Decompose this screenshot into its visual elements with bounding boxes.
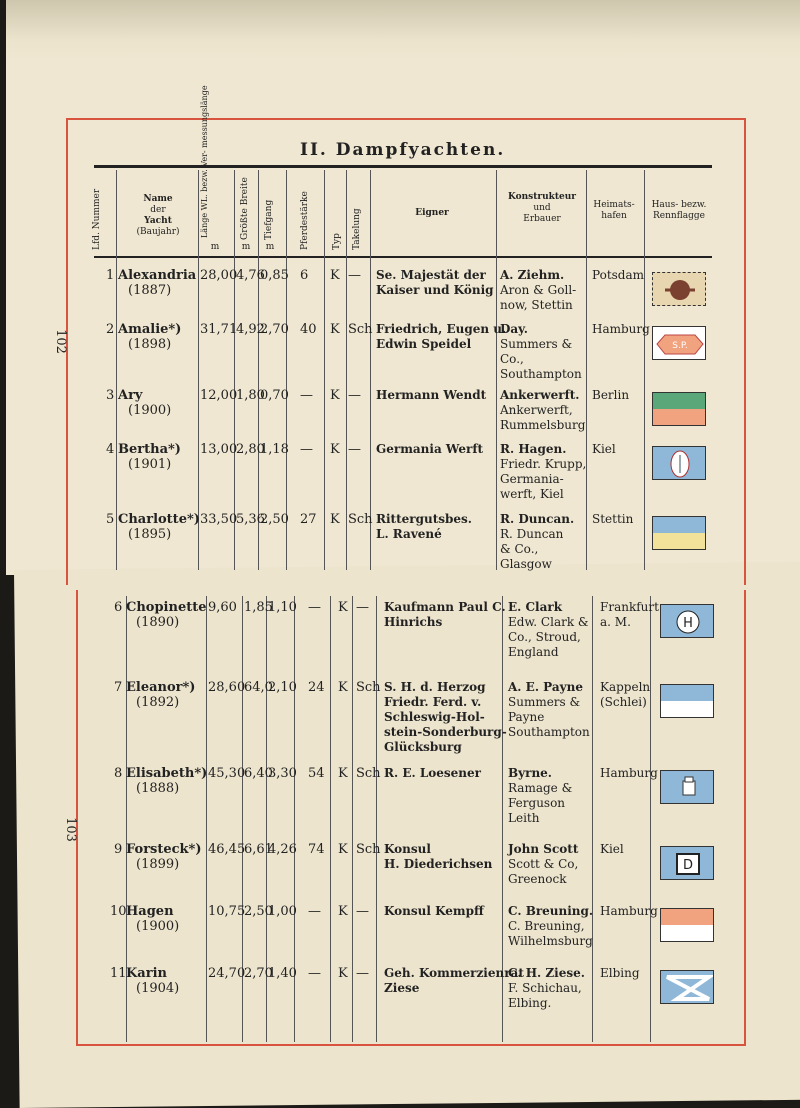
home-port-line: a. M. <box>600 615 631 629</box>
column-divider <box>496 170 497 570</box>
builder-line: Germania- <box>500 472 564 486</box>
svg-text:H: H <box>683 616 693 631</box>
column-divider <box>370 170 371 570</box>
owner-line: H. Diederichsen <box>384 857 493 871</box>
owner-line: Ziese <box>384 981 420 995</box>
length-value: 10,75 <box>208 904 246 919</box>
type-value: K <box>338 842 348 857</box>
builder-line: Payne <box>508 710 545 724</box>
header-flagge <box>644 200 714 222</box>
horsepower-value: 27 <box>300 512 317 527</box>
draft-value: 1,00 <box>268 904 297 919</box>
page-number-top: 102 <box>52 329 68 354</box>
type-value: K <box>338 966 348 981</box>
build-year: (1904) <box>136 981 180 996</box>
build-year: (1899) <box>136 857 180 872</box>
horsepower-value: — <box>308 600 321 615</box>
width-value: 1,80 <box>236 388 265 403</box>
row-number: 11 <box>110 966 127 981</box>
builder-line: Summers & <box>500 337 573 351</box>
builder-line: C. H. Ziese. <box>508 966 585 980</box>
column-divider <box>324 170 325 570</box>
column-divider <box>234 170 235 570</box>
builder-line: werft, Kiel <box>500 487 564 501</box>
column-divider <box>644 170 645 570</box>
rigging-value: Sch <box>348 322 373 337</box>
width-value: 5,36 <box>236 512 265 527</box>
svg-text:S.P.: S.P. <box>672 341 688 351</box>
builder-line: England <box>508 645 559 659</box>
build-year: (1892) <box>136 695 180 710</box>
builder-line: John Scott <box>508 842 579 856</box>
header-konst-line: Erbauer <box>523 214 561 224</box>
house-flag <box>652 516 706 550</box>
width-value: 6,61 <box>244 842 273 857</box>
header-konst-line: und <box>533 203 551 213</box>
owner-line: S. H. d. Herzog <box>384 680 486 694</box>
page-title: II. Dampfyachten. <box>300 140 506 160</box>
home-port-line: Hamburg <box>600 766 658 780</box>
header-konstrukteur <box>498 192 586 225</box>
owner-line: Germania Werft <box>376 442 484 456</box>
column-divider <box>650 596 651 1042</box>
length-value: 28,60 <box>208 680 246 695</box>
width-value: 64,0 <box>244 680 273 695</box>
header-rule <box>94 256 712 258</box>
rigging-value: Sch <box>356 842 381 857</box>
owner-line: stein-Sonderburg- <box>384 725 507 739</box>
builder-line: C. Breuning, <box>508 919 585 933</box>
yacht-name: Ary <box>118 388 143 403</box>
build-year: (1887) <box>128 283 172 298</box>
type-value: K <box>330 388 340 403</box>
owner-line: Hinrichs <box>384 615 443 629</box>
horsepower-value: — <box>300 388 313 403</box>
house-flag <box>660 684 714 718</box>
owner-line: Friedr. Ferd. v. <box>384 695 482 709</box>
length-value: 28,00 <box>200 268 238 283</box>
length-value: 46,45 <box>208 842 246 857</box>
rigging-value: Sch <box>356 766 381 781</box>
column-divider <box>586 170 587 570</box>
owner-line: Friedrich, Eugen u. <box>376 322 507 336</box>
builder-line: Rummelsburg <box>500 418 586 432</box>
home-port-line: Hamburg <box>592 322 650 336</box>
builder-line: Wilhelmsburg <box>508 934 593 948</box>
width-value: 2,80 <box>236 442 265 457</box>
builder-line: Southampton <box>508 725 590 739</box>
type-value: K <box>338 600 348 615</box>
builder-line: now, Stettin <box>500 298 573 312</box>
horsepower-value: — <box>308 904 321 919</box>
row-number: 10 <box>110 904 127 919</box>
column-divider <box>592 596 593 1042</box>
rigging-value: — <box>348 442 361 457</box>
house-flag <box>652 326 706 360</box>
builder-line: Elbing. <box>508 996 552 1010</box>
builder-line: Co., <box>500 352 524 366</box>
builder-line: C. Breuning. <box>508 904 594 918</box>
title-rule <box>94 165 712 168</box>
row-number: 6 <box>114 600 123 615</box>
owner-line: Kaufmann Paul C. <box>384 600 506 614</box>
builder-line: R. Duncan. <box>500 512 575 526</box>
owner-line: Schleswig-Hol- <box>384 710 485 724</box>
row-number: 4 <box>106 442 115 457</box>
builder-line: A. Ziehm. <box>500 268 565 282</box>
builder-line: Summers & <box>508 695 581 709</box>
width-value: 2,70 <box>244 966 273 981</box>
row-number: 2 <box>106 322 115 337</box>
owner-line: Glücksburg <box>384 740 462 754</box>
length-value: 9,60 <box>208 600 237 615</box>
column-divider <box>116 170 117 570</box>
owner-line: Geh. Kommerzienrat <box>384 966 524 980</box>
builder-line: Aron & Goll- <box>500 283 577 297</box>
header-heimatshafen <box>586 200 642 222</box>
header-flag-line: Rennflagge <box>653 211 705 221</box>
house-flag <box>660 908 714 942</box>
horsepower-value: 24 <box>308 680 325 695</box>
owner-line: Edwin Speidel <box>376 337 472 351</box>
house-flag <box>660 846 714 880</box>
rigging-value: Sch <box>348 512 373 527</box>
length-value: 12,00 <box>200 388 238 403</box>
builder-line: Scott & Co, <box>508 857 579 871</box>
draft-value: 2,50 <box>260 512 289 527</box>
header-takelung: Takelung <box>352 208 362 250</box>
builder-line: Ankerwerft, <box>500 403 573 417</box>
builder-line: F. Schichau, <box>508 981 582 995</box>
header-breite: Größte Breite <box>240 177 250 240</box>
type-value: K <box>338 680 348 695</box>
header-hafen-line: hafen <box>601 211 627 221</box>
owner-line: R. E. Loesener <box>384 766 481 780</box>
builder-line: Ferguson <box>508 796 566 810</box>
builder-line: Southampton <box>500 367 582 381</box>
builder-line: Greenock <box>508 872 567 886</box>
yacht-name: Forsteck*) <box>126 842 202 857</box>
builder-line: & Co., <box>500 542 539 556</box>
header-name-line: (Baujahr) <box>136 227 180 237</box>
build-year: (1901) <box>128 457 172 472</box>
draft-value: 3,30 <box>268 766 297 781</box>
owner-line: Se. Majestät der <box>376 268 486 282</box>
header-laenge: Länge WL. bezw. Ver- messungslänge <box>200 85 209 238</box>
build-year: (1898) <box>128 337 172 352</box>
yacht-name: Elisabeth*) <box>126 766 208 781</box>
builder-line: Byrne. <box>508 766 552 780</box>
horsepower-value: — <box>308 966 321 981</box>
unit-tiefgang: m <box>265 242 275 252</box>
width-value: 1,85 <box>244 600 273 615</box>
draft-value: 0,85 <box>260 268 289 283</box>
width-value: 2,50 <box>244 904 273 919</box>
home-port-line: Stettin <box>592 512 634 526</box>
column-divider <box>198 170 199 570</box>
column-divider <box>258 170 259 570</box>
width-value: 6,40 <box>244 766 273 781</box>
header-name-line: Name <box>143 194 173 204</box>
build-year: (1888) <box>136 781 180 796</box>
width-value: 4,76 <box>236 268 265 283</box>
home-port-line: Kiel <box>592 442 616 456</box>
build-year: (1900) <box>128 403 172 418</box>
header-hafen-line: Heimats- <box>593 200 635 210</box>
owner-line: Kaiser und König <box>376 283 494 297</box>
column-divider <box>376 596 377 1042</box>
yacht-name: Bertha*) <box>118 442 181 457</box>
type-value: K <box>330 512 340 527</box>
home-port-line: Kappeln <box>600 680 651 694</box>
yacht-name: Chopinette <box>126 600 207 615</box>
draft-value: 2,70 <box>260 322 289 337</box>
unit-laenge: m <box>210 242 220 252</box>
row-number: 3 <box>106 388 115 403</box>
rigging-value: — <box>356 600 369 615</box>
unit-breite: m <box>241 242 251 252</box>
builder-line: A. E. Payne <box>508 680 583 694</box>
rigging-value: — <box>348 268 361 283</box>
builder-line: R. Duncan <box>500 527 564 541</box>
column-divider <box>206 596 207 1042</box>
type-value: K <box>330 322 340 337</box>
horsepower-value: 74 <box>308 842 325 857</box>
horsepower-value: 6 <box>300 268 309 283</box>
house-flag <box>660 970 714 1004</box>
draft-value: 1,10 <box>268 600 297 615</box>
header-eigner: Eigner <box>415 208 449 218</box>
horsepower-value: — <box>300 442 313 457</box>
header-tiefgang: Tiefgang <box>264 199 274 240</box>
draft-value: 4,26 <box>268 842 297 857</box>
rigging-value: Sch <box>356 680 381 695</box>
header-konst-line: Konstrukteur <box>507 192 577 202</box>
home-port-line: Potsdam <box>592 268 645 282</box>
house-flag <box>660 770 714 804</box>
builder-line: Ramage & <box>508 781 573 795</box>
house-flag <box>652 392 706 426</box>
builder-line: Glasgow <box>500 557 552 571</box>
home-port-line: Kiel <box>600 842 624 856</box>
house-flag <box>652 446 706 480</box>
yacht-name: Karin <box>126 966 167 981</box>
builder-line: Friedr. Krupp, <box>500 457 587 471</box>
header-typ: Typ <box>332 233 342 250</box>
owner-line: L. Ravené <box>376 527 442 541</box>
home-port-line: Berlin <box>592 388 630 402</box>
column-divider <box>352 596 353 1042</box>
length-value: 31,71 <box>200 322 238 337</box>
header-flag-line: Haus- bezw. <box>651 200 707 210</box>
house-flag <box>652 272 706 306</box>
builder-line: Day. <box>500 322 528 336</box>
length-value: 33,50 <box>200 512 238 527</box>
header-name-line: der <box>150 205 166 215</box>
horsepower-value: 54 <box>308 766 325 781</box>
width-value: 4,92 <box>236 322 265 337</box>
row-number: 5 <box>106 512 115 527</box>
owner-line: Hermann Wendt <box>376 388 487 402</box>
builder-line: Leith <box>508 811 540 825</box>
rigging-value: — <box>356 904 369 919</box>
horsepower-value: 40 <box>300 322 317 337</box>
builder-line: Co., Stroud, <box>508 630 581 644</box>
yacht-name: Hagen <box>126 904 174 919</box>
draft-value: 0,70 <box>260 388 289 403</box>
type-value: K <box>330 442 340 457</box>
home-port-line: Frankfurt <box>600 600 659 614</box>
builder-line: Edw. Clark & <box>508 615 589 629</box>
row-number: 7 <box>114 680 123 695</box>
house-flag <box>660 604 714 638</box>
builder-line: R. Hagen. <box>500 442 567 456</box>
home-port-line: Elbing <box>600 966 640 980</box>
owner-line: Konsul <box>384 842 431 856</box>
build-year: (1890) <box>136 615 180 630</box>
header-name <box>118 194 198 238</box>
build-year: (1895) <box>128 527 172 542</box>
builder-line: Ankerwerft. <box>500 388 580 402</box>
row-number: 8 <box>114 766 123 781</box>
column-divider <box>286 170 287 570</box>
yacht-name: Alexandria <box>118 268 197 283</box>
page-number-bottom: 103 <box>62 817 78 842</box>
builder-line: E. Clark <box>508 600 563 614</box>
home-port-line: (Schlei) <box>600 695 647 709</box>
yacht-name: Charlotte*) <box>118 512 200 527</box>
type-value: K <box>330 268 340 283</box>
row-number: 9 <box>114 842 123 857</box>
length-value: 24,70 <box>208 966 246 981</box>
rigging-value: — <box>348 388 361 403</box>
length-value: 45,30 <box>208 766 246 781</box>
type-value: K <box>338 904 348 919</box>
svg-text:D: D <box>682 858 694 873</box>
build-year: (1900) <box>136 919 180 934</box>
column-divider <box>346 170 347 570</box>
rigging-value: — <box>356 966 369 981</box>
owner-line: Konsul Kempff <box>384 904 484 918</box>
column-divider <box>330 596 331 1042</box>
home-port-line: Hamburg <box>600 904 658 918</box>
draft-value: 1,40 <box>268 966 297 981</box>
length-value: 13,00 <box>200 442 238 457</box>
yacht-name: Amalie*) <box>118 322 182 337</box>
type-value: K <box>338 766 348 781</box>
owner-line: Rittergutsbes. <box>376 512 472 526</box>
yacht-name: Eleanor*) <box>126 680 196 695</box>
draft-value: 2,10 <box>268 680 297 695</box>
draft-value: 1,18 <box>260 442 289 457</box>
row-number: 1 <box>106 268 115 283</box>
header-ps: Pferdestärke <box>300 191 310 250</box>
header-name-line: Yacht <box>144 216 172 226</box>
header-lfd: Lfd. Nummer <box>92 188 102 250</box>
